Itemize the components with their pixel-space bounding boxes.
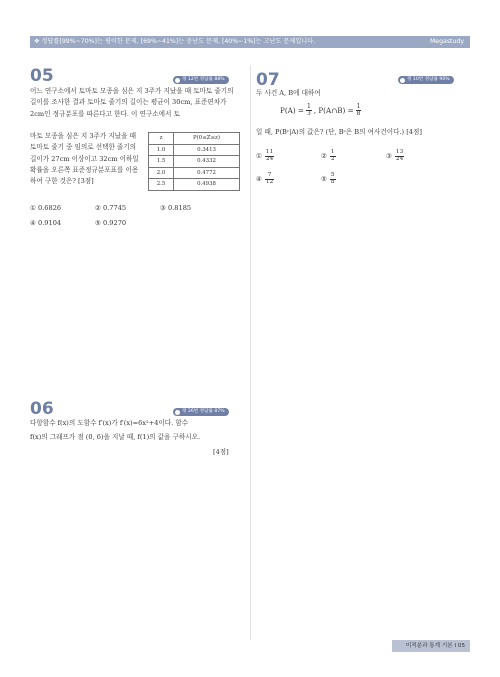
badge-dot-icon (175, 78, 180, 83)
table-cell: 0.3413 (174, 144, 240, 156)
column-divider (250, 65, 251, 640)
choice-mark: ④ (256, 175, 262, 184)
choice-mark: ① (256, 152, 262, 161)
question-07-equation (280, 104, 361, 117)
choice-4[interactable]: ④ 0.9104 (30, 219, 62, 227)
choice-fraction (265, 173, 274, 186)
question-07-number: 07 (256, 70, 280, 90)
question-06-points: [4점] (213, 448, 229, 456)
brand-label: Megastudy (429, 38, 464, 45)
choice-3[interactable]: ③ 0.8185 (160, 204, 192, 212)
fraction-a-denominator: 3 (306, 110, 311, 117)
choice-numerator: 7 (265, 173, 274, 180)
table-cell: 0.4332 (174, 156, 240, 168)
header-text: ❖ 정답률[99%~70%]는 평이한 문제, [69%~41%]는 중난도 문제, [40%~1%]는 고난도 문제입니다. (34, 38, 316, 45)
fraction-b-denominator: 8 (356, 110, 361, 117)
question-07-badge (398, 76, 454, 84)
badge-dot-icon (400, 78, 405, 83)
question-07-question: 일 때, P(Bᶜ|A)의 값은? (단, Bᶜ은 B의 여사건이다.) [4점] (256, 128, 422, 136)
choice-2[interactable]: ② 0.7745 (95, 204, 127, 212)
normal-distribution-table (148, 132, 240, 191)
choice-1[interactable] (256, 150, 274, 163)
choice-fraction (330, 173, 336, 186)
header-bar (30, 36, 470, 48)
choice-fraction (395, 150, 404, 163)
fraction-a-numerator: 1 (306, 103, 311, 110)
table-cell: 2.5 (149, 179, 174, 191)
fraction-a (306, 104, 312, 117)
choice-numerator: 1 (330, 149, 335, 155)
choice-denominator: 24 (395, 155, 404, 162)
table-cell: 1.5 (149, 156, 174, 168)
choice-denominator: 24 (265, 155, 274, 162)
question-07-badge-text: 정 10번 정답률 90% (407, 77, 450, 82)
table-cell: 1.0 (149, 144, 174, 156)
table-cell: 0.4772 (174, 167, 240, 179)
footer-text: 미적분과 통계 기본 I 05 (405, 643, 465, 649)
choice-4[interactable] (256, 173, 274, 186)
choice-3[interactable] (386, 150, 404, 163)
question-05-text-side: 마토 모종을 심은 지 3주가 지났을 때 토마토 줄기 중 임의로 선택한 줄기의 길이가 27cm 이상이고 32cm 이하일 확률을 오른쪽 표준정규분포표를 이용하여 구한 것은? [3점] (30, 132, 139, 186)
table-cell: 0.4938 (174, 179, 240, 191)
choice-mark: ② (321, 152, 327, 161)
table-header-p: P(0≤Z≤z) (174, 133, 240, 145)
question-05-badge-text: 정 12번 정답률 88% (182, 77, 225, 82)
question-06-line-1: 다항함수 f(x)의 도함수 f′(x)가 f′(x)=6x²+4이다. 함수 (30, 419, 189, 427)
choice-numerator: 13 (395, 149, 404, 155)
choice-denominator: 12 (265, 178, 274, 185)
table-cell: 2.0 (149, 167, 174, 179)
choice-denominator: 2 (330, 155, 335, 162)
equation-middle: , P(A∩B) = (313, 105, 354, 115)
badge-dot-icon (175, 410, 180, 415)
question-05-badge (173, 76, 229, 84)
fraction-b (356, 104, 362, 117)
choice-denominator: 8 (330, 178, 335, 185)
choice-2[interactable] (321, 150, 336, 163)
table-row (149, 156, 240, 168)
choice-5[interactable] (321, 173, 336, 186)
question-07-intro: 두 사건 A, B에 대하여 (256, 89, 321, 97)
choice-mark: ⑤ (321, 175, 327, 184)
choice-numerator: 5 (330, 172, 335, 178)
table-row (149, 144, 240, 156)
question-06-badge (173, 408, 229, 416)
table-row (149, 179, 240, 191)
question-06-badge-text: 정 26번 정답률 87% (182, 409, 225, 414)
choice-fraction (265, 150, 274, 163)
choice-fraction (330, 150, 336, 163)
table-header-z: z (149, 133, 174, 145)
question-06-line-2: f(x)의 그래프가 점 (0, 6)을 지날 때, f(1)의 값을 구하시오. (30, 433, 201, 441)
question-05-number: 05 (30, 66, 54, 86)
choice-mark: ③ (386, 152, 392, 161)
fraction-b-numerator: 1 (356, 103, 361, 110)
table-row (149, 167, 240, 179)
equation-left: P(A) = (280, 105, 304, 115)
choice-5[interactable]: ⑤ 0.9270 (95, 219, 127, 227)
question-05-text-top: 어느 연구소에서 토마토 모종을 심은 지 3주가 지났을 때 토마토 줄기의 길이를 조사한 결과 토마토 줄기의 길이는 평균이 30cm, 표준편차가 2cm인 정규분포를 따른다고 한다. 이 연구소에서 토 (30, 87, 234, 118)
footer-bar (392, 640, 470, 652)
choice-1[interactable]: ① 0.6826 (30, 204, 62, 212)
question-06-number: 06 (30, 399, 54, 419)
choice-numerator: 11 (265, 149, 274, 155)
